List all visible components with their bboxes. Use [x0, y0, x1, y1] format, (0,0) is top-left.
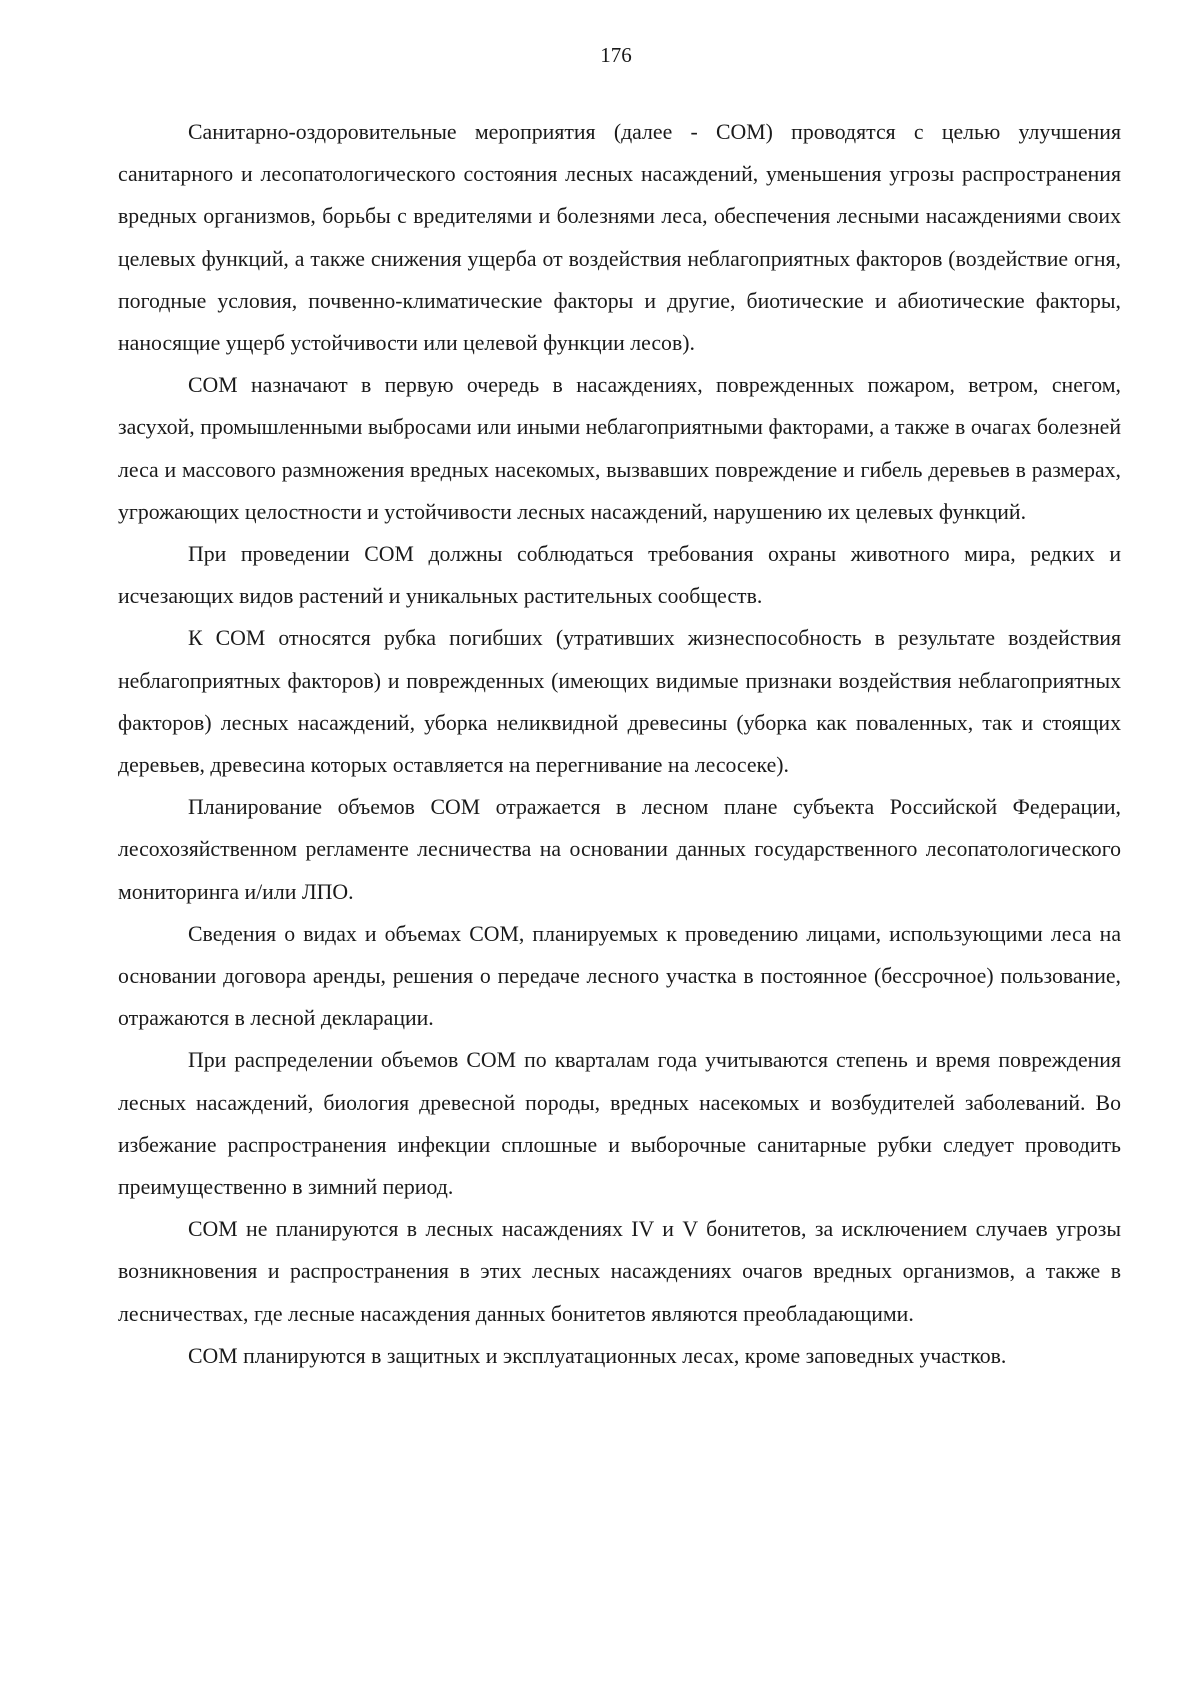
- paragraph: Сведения о видах и объемах СОМ, планируемых к проведению лицами, использующими леса на основании договора аренды, решения о передаче лесного участка в постоянное (бессрочное) пользование, отражаются в лесной декларации.: [118, 921, 1121, 1031]
- paragraph: СОМ назначают в первую очередь в насаждениях, поврежденных пожаром, ветром, снегом, засухой, промышленными выбросами или иными неблагоприятными факторами, а также в очагах болезней леса и массового размножения вредных насекомых, вызвавших повреждение и гибель деревьев в размерах, угрожающих целостности и устойчивости лесных насаждений, нарушению их целевых функций.: [118, 373, 1121, 524]
- paragraph: Планирование объемов СОМ отражается в лесном плане субъекта Российской Федерации, лесохозяйственном регламенте лесничества на основании данных государственного лесопатологического мониторинга и/или ЛПО.: [118, 795, 1121, 904]
- paragraph: Санитарно-оздоровительные мероприятия (далее - СОМ) проводятся с целью улучшения санитарного и лесопатологического состояния лесных насаждений, уменьшения угрозы распространения вредных организмов, борьбы с вредителями и болезнями леса, обеспечения лесными насаждениями своих целевых функций, а также снижения ущерба от воздействия неблагоприятных факторов (воздействие огня, погодные условия, почвенно-климатические факторы и другие, биотические и абиотические факторы, наносящие ущерб устойчивости или целевой функции лесов).: [118, 120, 1121, 356]
- paragraph: СОМ планируются в защитных и эксплуатационных лесах, кроме заповедных участков.: [188, 1343, 1007, 1368]
- page-number: 176: [600, 43, 632, 67]
- paragraph: При проведении СОМ должны соблюдаться требования охраны животного мира, редких и исчезающих видов растений и уникальных растительных сообществ.: [118, 542, 1121, 609]
- paragraph: К СОМ относятся рубка погибших (утративших жизнеспособность в результате воздействия неблагоприятных факторов) и поврежденных (имеющих видимые признаки воздействия неблагоприятных факторов) лесных насаждений, уборка неликвидной древесины (уборка как поваленных, так и стоящих деревьев, древесина которых оставляется на перегнивание на лесосеке).: [118, 626, 1121, 778]
- paragraph: При распределении объемов СОМ по кварталам года учитываются степень и время повреждения лесных насаждений, биология древесной породы, вредных насекомых и возбудителей заболеваний. Во избежание распространения инфекции сплошные и выборочные санитарные рубки следует проводить преимущественно в зимний период.: [118, 1048, 1121, 1200]
- paragraph: СОМ не планируются в лесных насаждениях IV и V бонитетов, за исключением случаев угрозы возникновения и распространения в этих лесных насаждениях очагов вредных организмов, а также в лесничествах, где лесные насаждения данных бонитетов являются преобладающими.: [118, 1217, 1121, 1326]
- document-body: [118, 111, 1121, 1377]
